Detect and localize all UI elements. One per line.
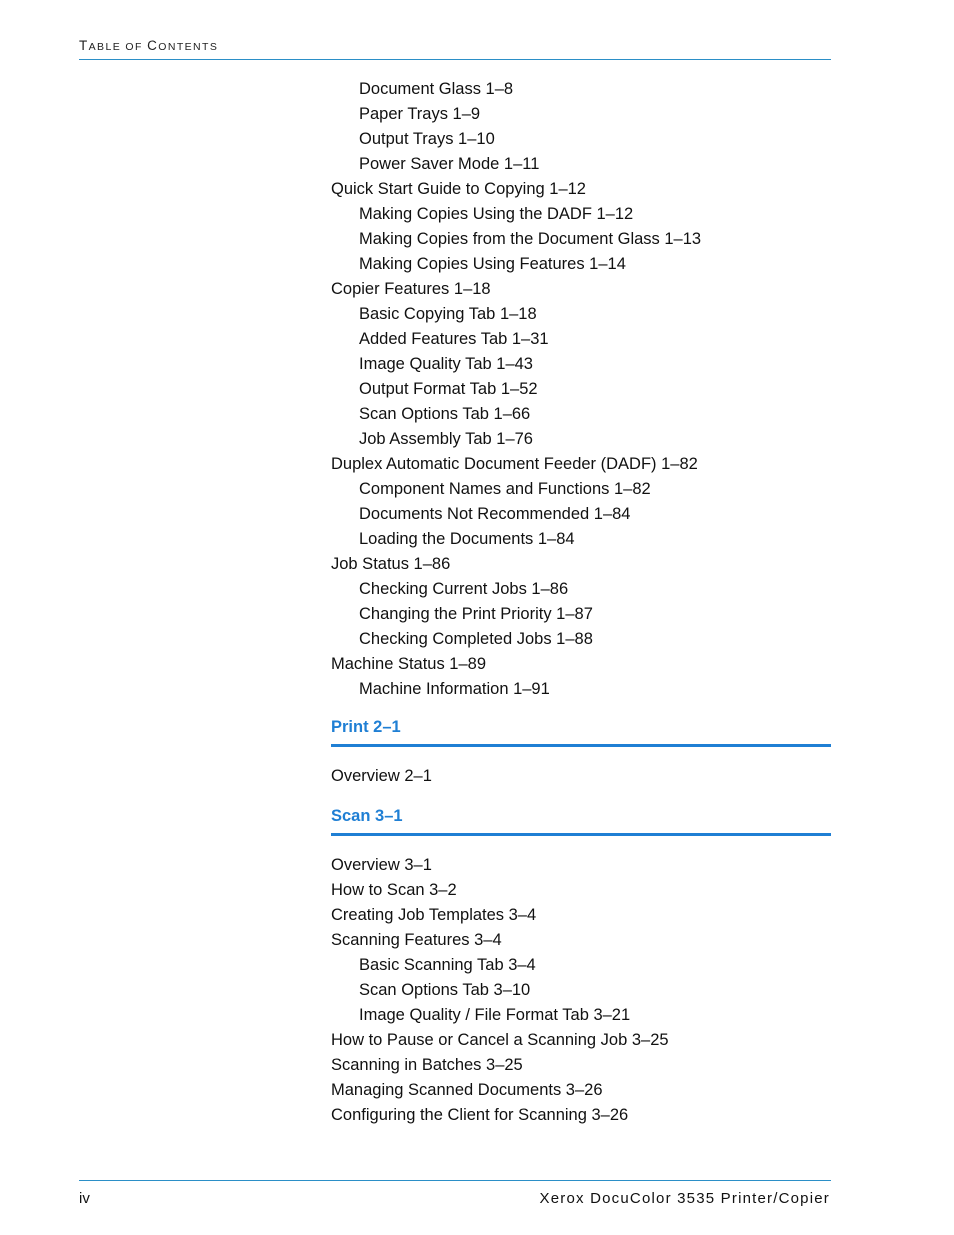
toc-subentry[interactable]: Power Saver Mode 1–11 bbox=[359, 155, 540, 173]
toc-subentry[interactable]: Component Names and Functions 1–82 bbox=[359, 480, 651, 498]
toc-list-copy bbox=[331, 77, 831, 702]
toc-subentry[interactable]: Scan Options Tab 3–10 bbox=[359, 981, 531, 999]
toc-subentry[interactable]: Documents Not Recommended 1–84 bbox=[359, 505, 631, 523]
toc-subentry[interactable]: Basic Copying Tab 1–18 bbox=[359, 305, 537, 323]
toc-entry[interactable]: How to Scan 3–2 bbox=[331, 881, 457, 899]
section-heading-scan[interactable]: Scan 3–1 bbox=[331, 807, 403, 825]
toc-entry[interactable]: Machine Status 1–89 bbox=[331, 655, 487, 673]
toc-subentry[interactable]: Making Copies Using Features 1–14 bbox=[359, 255, 626, 273]
section-rule-print bbox=[331, 744, 831, 747]
toc-entry[interactable]: Overview 3–1 bbox=[331, 856, 432, 874]
toc-list-print bbox=[331, 764, 831, 789]
running-header bbox=[79, 38, 218, 53]
toc-subentry[interactable]: Machine Information 1–91 bbox=[359, 680, 550, 698]
toc-subentry[interactable]: Checking Completed Jobs 1–88 bbox=[359, 630, 593, 648]
header-rule bbox=[79, 59, 831, 60]
toc-subentry[interactable]: Job Assembly Tab 1–76 bbox=[359, 430, 533, 448]
toc-entry[interactable]: Managing Scanned Documents 3–26 bbox=[331, 1081, 603, 1099]
toc-entry[interactable]: How to Pause or Cancel a Scanning Job 3–25 bbox=[331, 1031, 669, 1049]
section-rule-scan bbox=[331, 833, 831, 836]
toc-entry[interactable]: Quick Start Guide to Copying 1–12 bbox=[331, 180, 586, 198]
toc-subentry[interactable]: Checking Current Jobs 1–86 bbox=[359, 580, 569, 598]
toc-subentry[interactable]: Added Features Tab 1–31 bbox=[359, 330, 549, 348]
toc-entry[interactable]: Scanning Features 3–4 bbox=[331, 931, 502, 949]
header-small-caps-2: ONTENTS bbox=[158, 41, 219, 53]
toc-subentry[interactable]: Loading the Documents 1–84 bbox=[359, 530, 575, 548]
toc-entry[interactable]: Creating Job Templates 3–4 bbox=[331, 906, 537, 924]
toc-entry[interactable]: Overview 2–1 bbox=[331, 767, 432, 785]
toc-subentry[interactable]: Scan Options Tab 1–66 bbox=[359, 405, 531, 423]
header-small-caps-1: ABLE OF bbox=[88, 41, 148, 53]
toc-entry[interactable]: Scanning in Batches 3–25 bbox=[331, 1056, 523, 1074]
toc-subentry[interactable]: Document Glass 1–8 bbox=[359, 80, 514, 98]
footer-rule bbox=[79, 1180, 831, 1181]
toc-subentry[interactable]: Changing the Print Priority 1–87 bbox=[359, 605, 593, 623]
product-name: Xerox DocuColor 3535 Printer/Copier bbox=[539, 1190, 830, 1207]
toc-subentry[interactable]: Image Quality / File Format Tab 3–21 bbox=[359, 1006, 631, 1024]
section-heading-print[interactable]: Print 2–1 bbox=[331, 718, 401, 736]
toc-subentry[interactable]: Image Quality Tab 1–43 bbox=[359, 355, 533, 373]
toc-entry[interactable]: Configuring the Client for Scanning 3–26 bbox=[331, 1106, 629, 1124]
toc-subentry[interactable]: Basic Scanning Tab 3–4 bbox=[359, 956, 536, 974]
header-cap-c: C bbox=[147, 38, 159, 53]
toc-subentry[interactable]: Making Copies Using the DADF 1–12 bbox=[359, 205, 634, 223]
toc-subentry[interactable]: Output Trays 1–10 bbox=[359, 130, 495, 148]
toc-list-scan bbox=[331, 853, 831, 1128]
toc-subentry[interactable]: Output Format Tab 1–52 bbox=[359, 380, 538, 398]
toc-entry[interactable]: Copier Features 1–18 bbox=[331, 280, 491, 298]
toc-entry[interactable]: Job Status 1–86 bbox=[331, 555, 451, 573]
page-number: iv bbox=[79, 1190, 90, 1207]
toc-subentry[interactable]: Paper Trays 1–9 bbox=[359, 105, 481, 123]
toc-entry[interactable]: Duplex Automatic Document Feeder (DADF) 1–82 bbox=[331, 455, 698, 473]
toc-subentry[interactable]: Making Copies from the Document Glass 1–13 bbox=[359, 230, 702, 248]
header-cap-t: T bbox=[79, 38, 89, 53]
